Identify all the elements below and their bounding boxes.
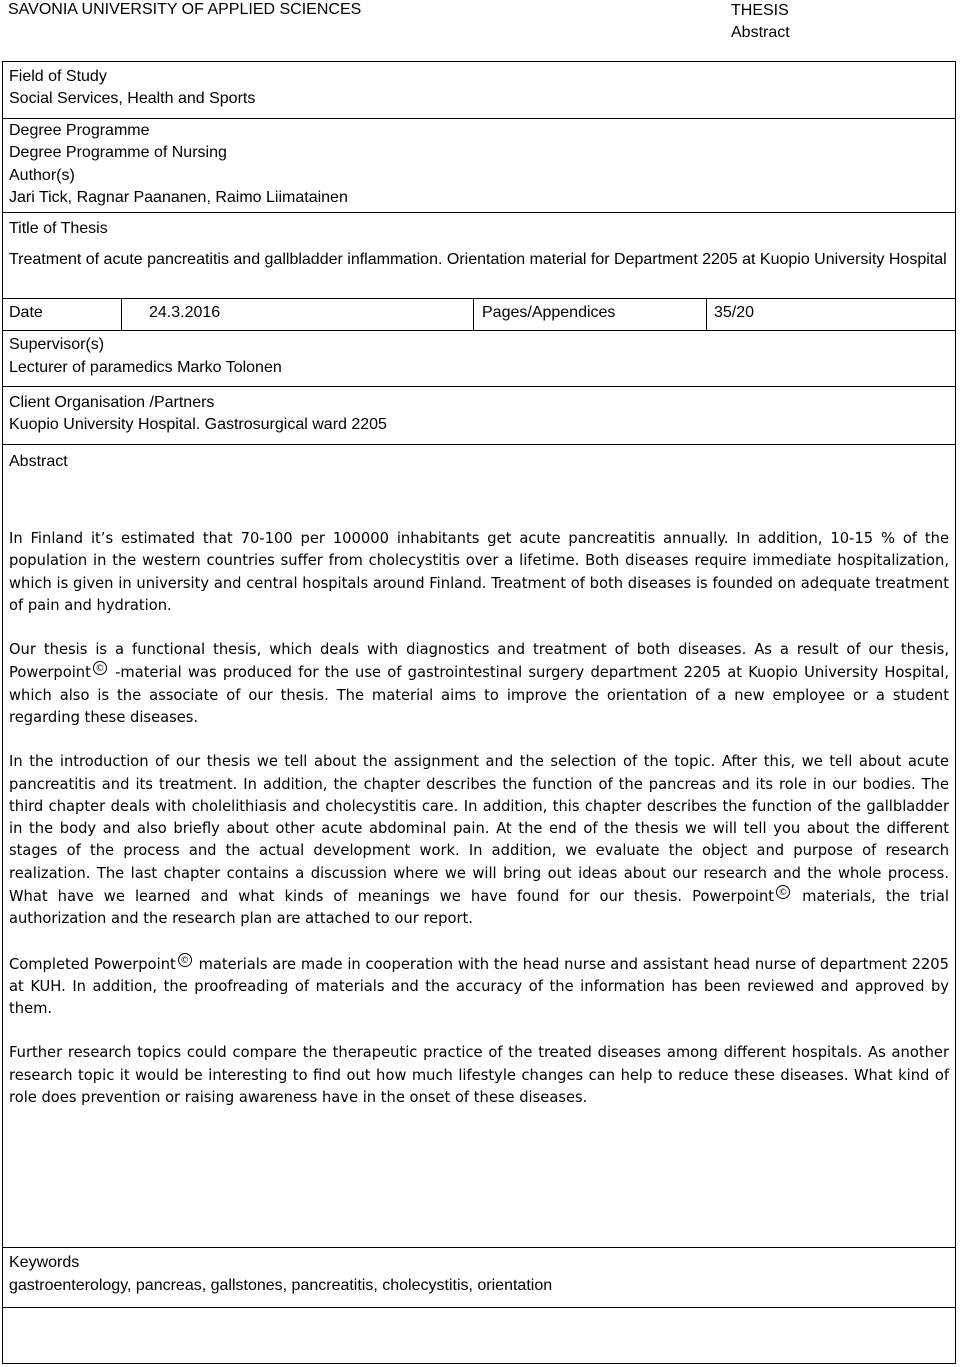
client-label: Client Organisation /Partners xyxy=(9,394,215,411)
keywords-value: gastroenterology, pancreas, gallstones, pancreatitis, cholecystitis, orientation xyxy=(9,1277,553,1294)
thesis-form xyxy=(2,61,956,1364)
field-of-study-label: Field of Study xyxy=(9,68,107,85)
field-of-study-value: Social Services, Health and Sports xyxy=(9,90,256,107)
authors-label: Author(s) xyxy=(9,167,75,184)
supervisor-label: Supervisor(s) xyxy=(9,336,105,353)
divider xyxy=(121,298,122,330)
divider xyxy=(3,212,955,213)
abstract-text: materials, the trial authorization and the research plan are attached to our report. xyxy=(9,887,950,928)
degree-programme-value: Degree Programme of Nursing xyxy=(9,144,227,161)
abstract-paragraph: Further research topics could compare the therapeutic practice of the treated diseases among different hospitals. As another research topic it would be interesting to find out how much lifestyle changes can help to reduce these diseases. What kind of role does prevention or raising awareness have in the onset of these diseases. xyxy=(9,1044,949,1106)
divider xyxy=(3,330,955,331)
abstract-paragraph xyxy=(9,751,949,930)
date-value: 24.3.2016 xyxy=(149,304,221,321)
abstract-text: -material was produced for the use of gastrointestinal surgery department 2205 at Kuopio University Hospital, which also is the associate of our thesis. The material aims to improve the orientation of a new employee or a student regarding these diseases. xyxy=(9,664,949,726)
divider xyxy=(3,386,955,387)
document-type xyxy=(731,0,790,44)
divider xyxy=(3,298,955,299)
abstract-text: Our thesis is a functional thesis, which deals with diagnostics and treatment of both diseases. As a result of our thesis, Powerpoint xyxy=(9,641,949,682)
document-subtype-label: Abstract xyxy=(731,24,790,41)
pages-label: Pages/Appendices xyxy=(482,304,616,321)
copyright-icon: © xyxy=(776,885,790,899)
copyright-icon: © xyxy=(93,661,107,675)
document-type-label: THESIS xyxy=(731,2,789,19)
client-value: Kuopio University Hospital. Gastrosurgical ward 2205 xyxy=(9,416,387,433)
supervisor-value: Lecturer of paramedics Marko Tolonen xyxy=(9,359,282,376)
abstract-text: Completed Powerpoint xyxy=(9,955,176,973)
degree-programme-label: Degree Programme xyxy=(9,122,150,139)
abstract-label: Abstract xyxy=(9,453,68,470)
copyright-icon: © xyxy=(178,953,192,967)
divider xyxy=(706,298,707,330)
divider xyxy=(3,1307,955,1308)
abstract-body xyxy=(9,528,949,1109)
divider xyxy=(3,444,955,445)
pages-value: 35/20 xyxy=(714,304,755,321)
divider xyxy=(473,298,474,330)
institution-name: SAVONIA UNIVERSITY OF APPLIED SCIENCES xyxy=(8,1,362,18)
abstract-paragraph: In Finland it’s estimated that 70-100 per 100000 inhabitants get acute pancreatitis annually. In addition, 10-15 % of the population in the western countries suffer from cholecystitis over a lifetime. Both diseases require immediate hospitalization, which is given in university and central hospitals around Finland. Treatment of both diseases is founded on adequate treatment of pain and hydration. xyxy=(9,530,949,614)
title-label: Title of Thesis xyxy=(9,220,108,237)
divider xyxy=(3,118,955,119)
thesis-title: Treatment of acute pancreatitis and gallbladder inflammation. Orientation material for Department 2205 at Kuopio University Hospital xyxy=(9,251,947,268)
authors-value: Jari Tick, Ragnar Paananen, Raimo Liimatainen xyxy=(9,189,348,206)
divider xyxy=(3,1247,955,1248)
abstract-text: materials are made in cooperation with the head nurse and assistant head nurse of department 2205 at KUH. In addition, the proofreading of materials and the accuracy of the information has been reviewed and approved by them. xyxy=(9,955,949,1018)
date-label: Date xyxy=(9,304,43,321)
keywords-label: Keywords xyxy=(9,1254,80,1271)
abstract-text: In the introduction of our thesis we tell about the assignment and the selection of the topic. After this, we tell about acute pancreatitis and its treatment. In addition, the chapter describes the function of the pancreas and its role in our bodies. The third chapter deals with cholelithiasis and cholecystitis care. In addition, this chapter describes the function of the gallbladder in the body and also briefly about other acute abdominal pain. At the end of the thesis we will tell you about the different stages of the process and the actual development work. In addition, we evaluate the object and purpose of research realization. The last chapter contains a discussion where we will bring out ideas about our research and the whole process. What have we learned and what kinds of meanings we have found for our thesis. Powerpoint xyxy=(9,753,949,905)
abstract-paragraph xyxy=(9,639,949,729)
abstract-paragraph xyxy=(9,953,949,1021)
